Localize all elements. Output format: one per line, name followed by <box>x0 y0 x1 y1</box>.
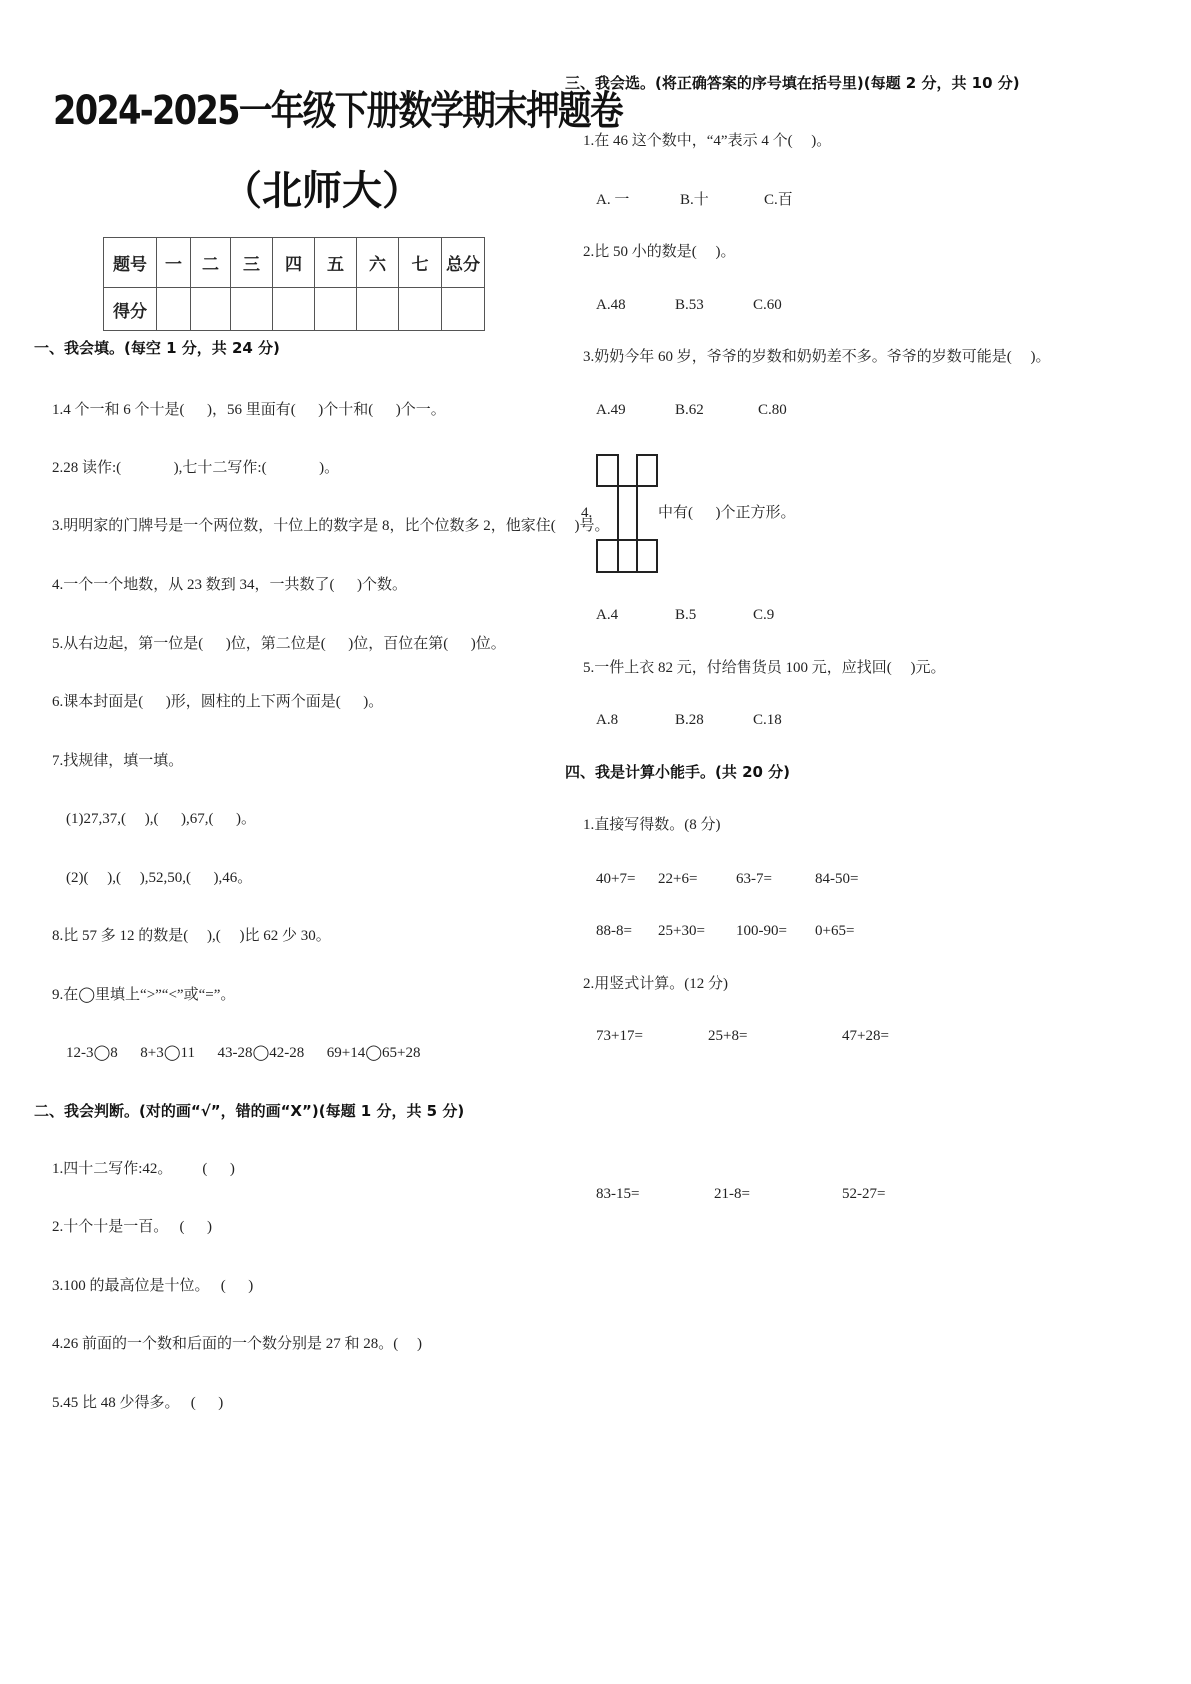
score-header-cell: 题号 <box>104 238 157 288</box>
option: C.60 <box>753 297 782 313</box>
option: C.9 <box>753 607 775 623</box>
option: A.4 <box>596 607 619 623</box>
question-item: 7.找规律，填一填。 <box>52 753 184 769</box>
score-cell[interactable] <box>231 288 273 331</box>
score-header-cell: 五 <box>315 238 357 288</box>
option: A.8 <box>596 712 619 728</box>
question-item: 3.奶奶今年 60 岁，爷爷的岁数和奶奶差不多。爷爷的岁数可能是( )。 <box>583 349 1051 365</box>
score-header-cell: 三 <box>231 238 273 288</box>
calc-item: 88-8= <box>596 923 632 939</box>
question-item: (2)( ),( ),52,50,( ),46。 <box>66 870 253 886</box>
calc-item: 25+8= <box>708 1028 748 1044</box>
question-item: 8.比 57 多 12 的数是( ),( )比 62 少 30。 <box>52 928 331 944</box>
score-cell[interactable] <box>273 288 315 331</box>
section1-heading: 一、我会填。(每空 1 分，共 24 分) <box>34 339 280 357</box>
calc-item: 100-90= <box>736 923 787 939</box>
exam-title: 2024-2025一年级下册数学期末押题卷 <box>53 88 622 134</box>
section3-heading: 三、我会选。(将正确答案的序号填在括号里)(每题 2 分，共 10 分) <box>565 74 1020 92</box>
score-header-cell: 七 <box>399 238 442 288</box>
question-item: 2.比 50 小的数是( )。 <box>583 244 736 260</box>
score-cell[interactable] <box>442 288 485 331</box>
option: C.百 <box>764 192 793 208</box>
exam-subtitle: （北师大） <box>222 168 422 214</box>
question-number: 4. <box>581 505 593 521</box>
option: A. 一 <box>596 192 630 208</box>
section2-heading: 二、我会判断。(对的画“√”，错的画“X”)(每题 1 分，共 5 分) <box>34 1102 465 1120</box>
score-header-cell: 总分 <box>442 238 485 288</box>
calc-item: 84-50= <box>815 871 859 887</box>
question-item: 1.在 46 这个数中，“4”表示 4 个( )。 <box>583 133 832 149</box>
question-item: 4.26 前面的一个数和后面的一个数分别是 27 和 28。( ) <box>52 1336 422 1352</box>
question-item: 3.明明家的门牌号是一个两位数，十位上的数字是 8，比个位数多 2，他家住( )号。 <box>52 518 610 534</box>
question-item: 6.课本封面是( )形，圆柱的上下两个面是( )。 <box>52 694 384 710</box>
figure-bottom-bar <box>597 540 657 572</box>
question-item: 2.十个十是一百。 ( ) <box>52 1219 212 1235</box>
question-item: 4.一个一个地数，从 23 数到 34，一共数了( )个数。 <box>52 577 407 593</box>
score-header-cell: 二 <box>191 238 231 288</box>
calc-item: 40+7= <box>596 871 636 887</box>
score-header-cell: 四 <box>273 238 315 288</box>
question-item: 1.四十二写作:42。 ( ) <box>52 1161 235 1177</box>
score-cell[interactable] <box>357 288 399 331</box>
option: A.49 <box>596 402 626 418</box>
subheading: 2.用竖式计算。(12 分) <box>583 976 728 992</box>
question-item: 9.在◯里填上“>”“<”或“=”。 <box>52 987 236 1003</box>
section4-heading: 四、我是计算小能手。(共 20 分) <box>565 763 791 781</box>
figure-square-top-right <box>637 455 657 486</box>
question-item: 12-3◯8 8+3◯11 43-28◯42-28 69+14◯65+28 <box>66 1045 421 1061</box>
question-item: 中有( )个正方形。 <box>658 505 796 521</box>
question-item: 3.100 的最高位是十位。 ( ) <box>52 1278 254 1294</box>
question-item: 5.45 比 48 少得多。 ( ) <box>52 1395 224 1411</box>
calc-item: 73+17= <box>596 1028 643 1044</box>
question-item: 2.28 读作:( ),七十二写作:( )。 <box>52 460 340 476</box>
calc-item: 25+30= <box>658 923 705 939</box>
score-cell[interactable] <box>157 288 191 331</box>
calc-item: 22+6= <box>658 871 698 887</box>
calc-item: 63-7= <box>736 871 772 887</box>
option: B.53 <box>675 297 704 313</box>
calc-item: 0+65= <box>815 923 855 939</box>
score-row-label: 得分 <box>104 288 157 331</box>
option: B.62 <box>675 402 704 418</box>
question-item: 5.一件上衣 82 元，付给售货员 100 元，应找回( )元。 <box>583 660 946 676</box>
score-cell[interactable] <box>399 288 442 331</box>
question-item: (1)27,37,( ),( ),67,( )。 <box>66 811 256 827</box>
option: A.48 <box>596 297 626 313</box>
figure-square-top-left <box>597 455 618 486</box>
option: B.十 <box>680 192 709 208</box>
score-cell[interactable] <box>191 288 231 331</box>
option: C.80 <box>758 402 787 418</box>
calc-item: 83-15= <box>596 1186 640 1202</box>
score-table <box>103 237 485 331</box>
option: B.5 <box>675 607 697 623</box>
calc-item: 52-27= <box>842 1186 886 1202</box>
calc-item: 47+28= <box>842 1028 889 1044</box>
calc-item: 21-8= <box>714 1186 750 1202</box>
score-header-cell: 一 <box>157 238 191 288</box>
score-header-cell: 六 <box>357 238 399 288</box>
option: C.18 <box>753 712 782 728</box>
subheading: 1.直接写得数。(8 分) <box>583 817 721 833</box>
question-item: 1.4 个一和 6 个十是( )，56 里面有( )个十和( )个一。 <box>52 402 446 418</box>
option: B.28 <box>675 712 704 728</box>
square-figure <box>590 450 665 580</box>
score-cell[interactable] <box>315 288 357 331</box>
question-item: 5.从右边起，第一位是( )位，第二位是( )位，百位在第( )位。 <box>52 636 506 652</box>
